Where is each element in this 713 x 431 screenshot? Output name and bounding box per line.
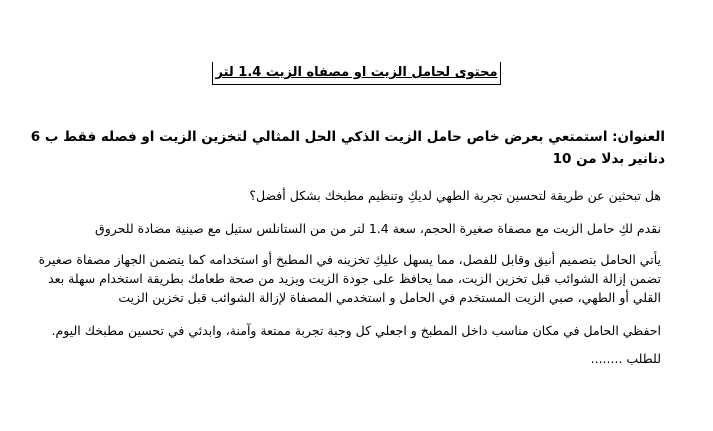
document-subject: العنوان: استمتعي بعرض خاص حامل الزيت الذكي الحل المثالي لتخزين الزيت او فصله فقط ب 6 دنانير بدلا من 10: [30, 129, 665, 167]
paragraph-product-intro: نقدم لكِ حامل الزيت مع مصفاة صغيرة الحجم، سعة 1.4 لتر من من الستانلس ستيل مع صينية مضادة للحروق: [95, 221, 661, 236]
paragraph-product-details: يأتي الحامل بتصميم أنيق وقابل للفصل، مما يسهل عليكِ تخزينه في المطبخ أو استخدامه كما يتضمن الجهاز مصفاة صغيرة تضمن إزالة الشوائب قبل تخزين الزيت، مما يحافظ على جودة الزيت ويزيد من صحة طعامك بطريقة استخدام سهلة بعد القلي أو الطهي، صبي الزيت المستخدم في الحامل و استخدمي المصفاة لإزالة الشوائب قبل تخزين الزيت: [38, 252, 661, 305]
paragraph-closing: احفظي الحامل في مكان مناسب داخل المطبخ و اجعلي كل وجبة تجربة ممتعة وآمنة، وابدئي في تحسين مطبخك اليوم.: [51, 323, 661, 338]
document-title-text: محتوى لحامل الزيت او مصفاه الزيت 1.4 لتر: [212, 62, 500, 85]
paragraph-intro-question: هل تبحثين عن طريقة لتحسين تجربة الطهي لديكِ وتنظيم مطبخك بشكل أفضل؟: [249, 188, 661, 203]
paragraph-order: للطلب ........: [590, 351, 661, 366]
document-title: [0, 62, 713, 85]
